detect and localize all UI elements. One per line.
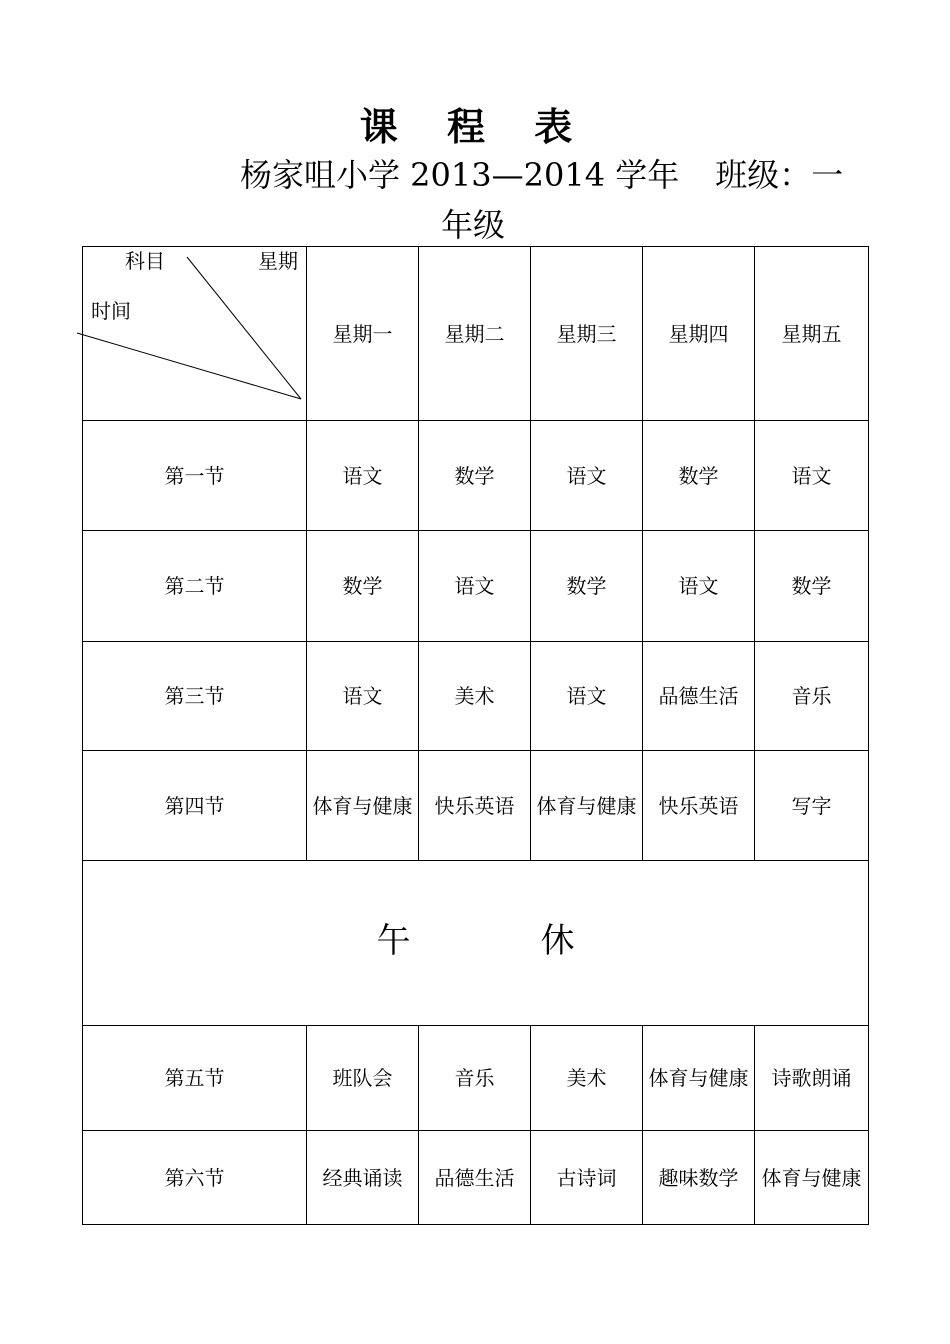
class-cell: 美术 — [419, 642, 531, 751]
class-cell: 写字 — [755, 751, 869, 861]
weekday-header: 星期三 — [531, 247, 643, 421]
class-cell: 语文 — [307, 421, 419, 531]
corner-time-label: 时间 — [91, 299, 131, 323]
page-title: 课 程 表 — [359, 105, 591, 149]
period-label: 第五节 — [83, 1026, 307, 1131]
class-cell: 古诗词 — [531, 1131, 643, 1225]
school-year: 杨家咀小学 2013—2014 学年 — [240, 156, 680, 194]
class-cell: 美术 — [531, 1026, 643, 1131]
period-row — [83, 1131, 869, 1225]
class-cell: 经典诵读 — [307, 1131, 419, 1225]
school-year-line — [240, 150, 843, 196]
class-cell: 语文 — [531, 642, 643, 751]
class-cell: 品德生活 — [419, 1131, 531, 1225]
period-row — [83, 751, 869, 861]
schedule-table — [82, 246, 869, 1225]
class-cell: 数学 — [755, 531, 869, 642]
class-cell: 诗歌朗诵 — [755, 1026, 869, 1131]
class-cell: 语文 — [643, 531, 755, 642]
class-cell: 体育与健康 — [755, 1131, 869, 1225]
period-row — [83, 421, 869, 531]
class-cell: 数学 — [531, 531, 643, 642]
class-cell: 班队会 — [307, 1026, 419, 1131]
period-row — [83, 1026, 869, 1131]
period-label: 第一节 — [83, 421, 307, 531]
class-cell: 音乐 — [419, 1026, 531, 1131]
class-cell: 趣味数学 — [643, 1131, 755, 1225]
period-row — [83, 531, 869, 642]
class-cell: 体育与健康 — [531, 751, 643, 861]
lunch-break-row — [83, 861, 869, 1026]
class-cell: 数学 — [419, 421, 531, 531]
class-cell: 语文 — [419, 531, 531, 642]
period-label: 第三节 — [83, 642, 307, 751]
period-label: 第二节 — [83, 531, 307, 642]
weekday-header: 星期二 — [419, 247, 531, 421]
lunch-char: 午 — [376, 921, 411, 961]
corner-subject-label: 科目 — [125, 249, 165, 273]
header-row — [83, 247, 869, 421]
period-label: 第四节 — [83, 751, 307, 861]
class-cell: 语文 — [531, 421, 643, 531]
class-cell: 语文 — [307, 642, 419, 751]
class-label: 班级：一 — [715, 156, 844, 194]
weekday-header: 星期四 — [643, 247, 755, 421]
diagonal-lines — [77, 247, 307, 421]
class-cell: 数学 — [307, 531, 419, 642]
class-label-continued: 年级 — [441, 206, 506, 244]
class-cell: 音乐 — [755, 642, 869, 751]
corner-weekday-label: 星期 — [258, 249, 298, 273]
corner-header-cell — [83, 247, 307, 421]
class-cell: 数学 — [643, 421, 755, 531]
class-cell: 品德生活 — [643, 642, 755, 751]
lunch-char: 休 — [540, 921, 575, 961]
weekday-header: 星期五 — [755, 247, 869, 421]
class-cell: 快乐英语 — [419, 751, 531, 861]
weekday-header: 星期一 — [307, 247, 419, 421]
period-label: 第六节 — [83, 1131, 307, 1225]
class-cell: 语文 — [755, 421, 869, 531]
lunch-break-cell — [83, 861, 869, 1026]
class-cell: 体育与健康 — [643, 1026, 755, 1131]
class-cell: 快乐英语 — [643, 751, 755, 861]
period-row — [83, 642, 869, 751]
class-cell: 体育与健康 — [307, 751, 419, 861]
